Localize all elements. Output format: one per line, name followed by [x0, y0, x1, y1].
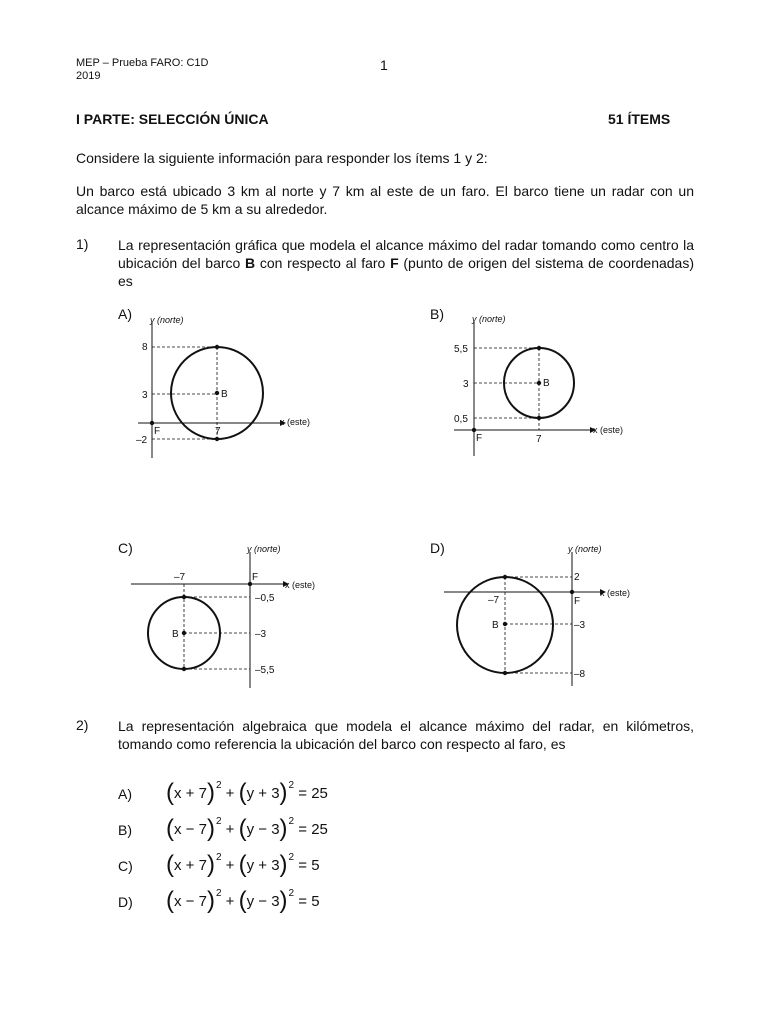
graph-a-tick-8: 8	[142, 342, 148, 353]
q2-number: 2)	[76, 717, 89, 733]
q2-a-rhs: 25	[311, 784, 328, 802]
q2-option-b-equation: $(x - 7)^2 + (y - 3)^2 = 25$	[166, 815, 328, 842]
q1-option-b-label: B)	[430, 306, 444, 322]
q2-d-plus: +	[225, 892, 235, 910]
graph-d-tick-2: 2	[574, 572, 580, 583]
graph-d-x-axis: x (este)	[600, 588, 631, 598]
q2-b-plus: +	[225, 820, 235, 838]
graph-a-tick-neg2: –2	[136, 435, 148, 446]
q2-b-rhs: 25	[311, 820, 328, 838]
q1-option-d-label: D)	[430, 540, 445, 556]
q2-option-c-label: C)	[118, 858, 133, 874]
q2-d-exp2: 2	[288, 887, 295, 899]
q2-a-equals: =	[298, 784, 308, 802]
q1-text-a: La representación gráfica que modela el alcance máximo del radar tomando como centro la ubicación del barco	[118, 237, 694, 271]
q2-c-exp2: 2	[288, 851, 295, 863]
graph-c-tick-neg0-5: –0,5	[255, 593, 275, 604]
q2-options	[118, 776, 328, 920]
graph-a-y-axis: y (norte)	[150, 315, 184, 325]
q2-c-equals: =	[298, 856, 308, 874]
q2-option-d-label: D)	[118, 894, 133, 910]
graph-c-y-axis: y (norte)	[247, 544, 281, 554]
graph-d-center-label: B	[492, 620, 499, 631]
q1-text-b: con respecto al faro	[255, 255, 391, 271]
q2-a-term2: y + 3	[246, 784, 280, 802]
graph-d	[440, 540, 640, 690]
graph-c-tick-neg5-5: –5,5	[255, 665, 275, 676]
page-number: 1	[380, 57, 388, 73]
q2-d-term1: x − 7	[174, 892, 207, 910]
graph-c	[125, 540, 330, 690]
graph-d-tick-neg8: –8	[574, 669, 586, 680]
graph-d-tick-neg7: –7	[488, 595, 500, 606]
graph-b-tick-0-5: 0,5	[454, 414, 468, 425]
q2-option-d	[118, 884, 328, 920]
graph-c-center-label: B	[172, 629, 179, 640]
graph-d-y-axis: y (norte)	[568, 544, 602, 554]
q2-b-exp2: 2	[288, 815, 295, 827]
graph-c-x-axis: x (este)	[285, 580, 316, 590]
q2-c-rhs: 5	[311, 856, 320, 874]
q2-a-exp1: 2	[215, 779, 222, 791]
q2-b-term2: y − 3	[246, 820, 280, 838]
q2-b-equals: =	[298, 820, 308, 838]
q1-option-c-label: C)	[118, 540, 133, 556]
q1-text	[118, 236, 694, 290]
graph-b	[440, 310, 624, 460]
q1-option-a-label: A)	[118, 306, 132, 322]
section-title: I PARTE: SELECCIÓN ÚNICA	[76, 111, 269, 127]
q2-d-term2: y − 3	[246, 892, 280, 910]
q2-d-exp1: 2	[215, 887, 222, 899]
q2-c-term1: x + 7	[174, 856, 207, 874]
graph-b-tick-7: 7	[536, 434, 542, 445]
q1-bold-f: F	[390, 255, 399, 271]
header-line2: 2019	[76, 70, 101, 82]
q2-c-exp1: 2	[215, 851, 222, 863]
q2-a-exp2: 2	[288, 779, 295, 791]
graph-d-origin-label: F	[574, 596, 581, 607]
items-count: 51 ÍTEMS	[608, 111, 671, 127]
q1-number: 1)	[76, 236, 89, 252]
q2-b-exp1: 2	[215, 815, 222, 827]
q2-option-d-equation: $(x - 7)^2 + (y - 3)^2 = 5$	[166, 887, 320, 914]
q2-option-b	[118, 812, 328, 848]
q2-c-plus: +	[225, 856, 235, 874]
q1-text-c: (punto de origen del sistema de coordenadas) es	[118, 255, 694, 289]
q2-d-equals: =	[298, 892, 308, 910]
graph-a-origin-label: F	[154, 426, 161, 437]
q2-option-a-equation: $(x + 7)^2 + (y + 3)^2 = 25$	[166, 779, 328, 806]
graph-c-origin-label: F	[252, 572, 259, 583]
graph-a-tick-7: 7	[215, 426, 221, 437]
graph-a-x-axis: x (este)	[280, 417, 311, 427]
graph-d-tick-neg3: –3	[574, 620, 586, 631]
header-line1: MEP – Prueba FARO: C1D	[76, 57, 209, 69]
graph-b-origin-label: F	[476, 433, 483, 444]
graph-c-tick-neg3: –3	[255, 629, 267, 640]
graph-b-tick-5-5: 5,5	[454, 344, 468, 355]
q2-option-a-label: A)	[118, 786, 132, 802]
graph-a	[130, 310, 330, 470]
q2-text: La representación algebraica que modela el alcance máximo del radar, en kilómetros, tomando como referencia la ubicación del barco con respecto al faro, es	[118, 718, 694, 752]
graph-c-tick-neg7: –7	[174, 572, 186, 583]
graph-b-x-axis: x (este)	[593, 425, 624, 435]
graph-b-center-label: B	[543, 378, 550, 389]
context-text: Un barco está ubicado 3 km al norte y 7 km al este de un faro. El barco tiene un radar con un alcance máximo de 5 km a su alrededor.	[76, 183, 694, 217]
q2-a-plus: +	[225, 784, 235, 802]
intro-text: Considere la siguiente información para responder los ítems 1 y 2:	[76, 150, 488, 166]
q2-option-a	[118, 776, 328, 812]
q2-a-term1: x + 7	[174, 784, 207, 802]
graph-a-center-label: B	[221, 389, 228, 400]
q1-bold-b: B	[245, 255, 256, 271]
graph-b-tick-3: 3	[463, 379, 469, 390]
graph-b-y-axis: y (norte)	[472, 314, 506, 324]
header-title	[76, 57, 208, 83]
q2-c-term2: y + 3	[246, 856, 280, 874]
q2-d-rhs: 5	[311, 892, 320, 910]
q2-option-c	[118, 848, 328, 884]
graph-a-tick-3: 3	[142, 390, 148, 401]
q2-option-b-label: B)	[118, 822, 132, 838]
q2-option-c-equation: $(x + 7)^2 + (y + 3)^2 = 5$	[166, 851, 320, 878]
q2-b-term1: x − 7	[174, 820, 207, 838]
